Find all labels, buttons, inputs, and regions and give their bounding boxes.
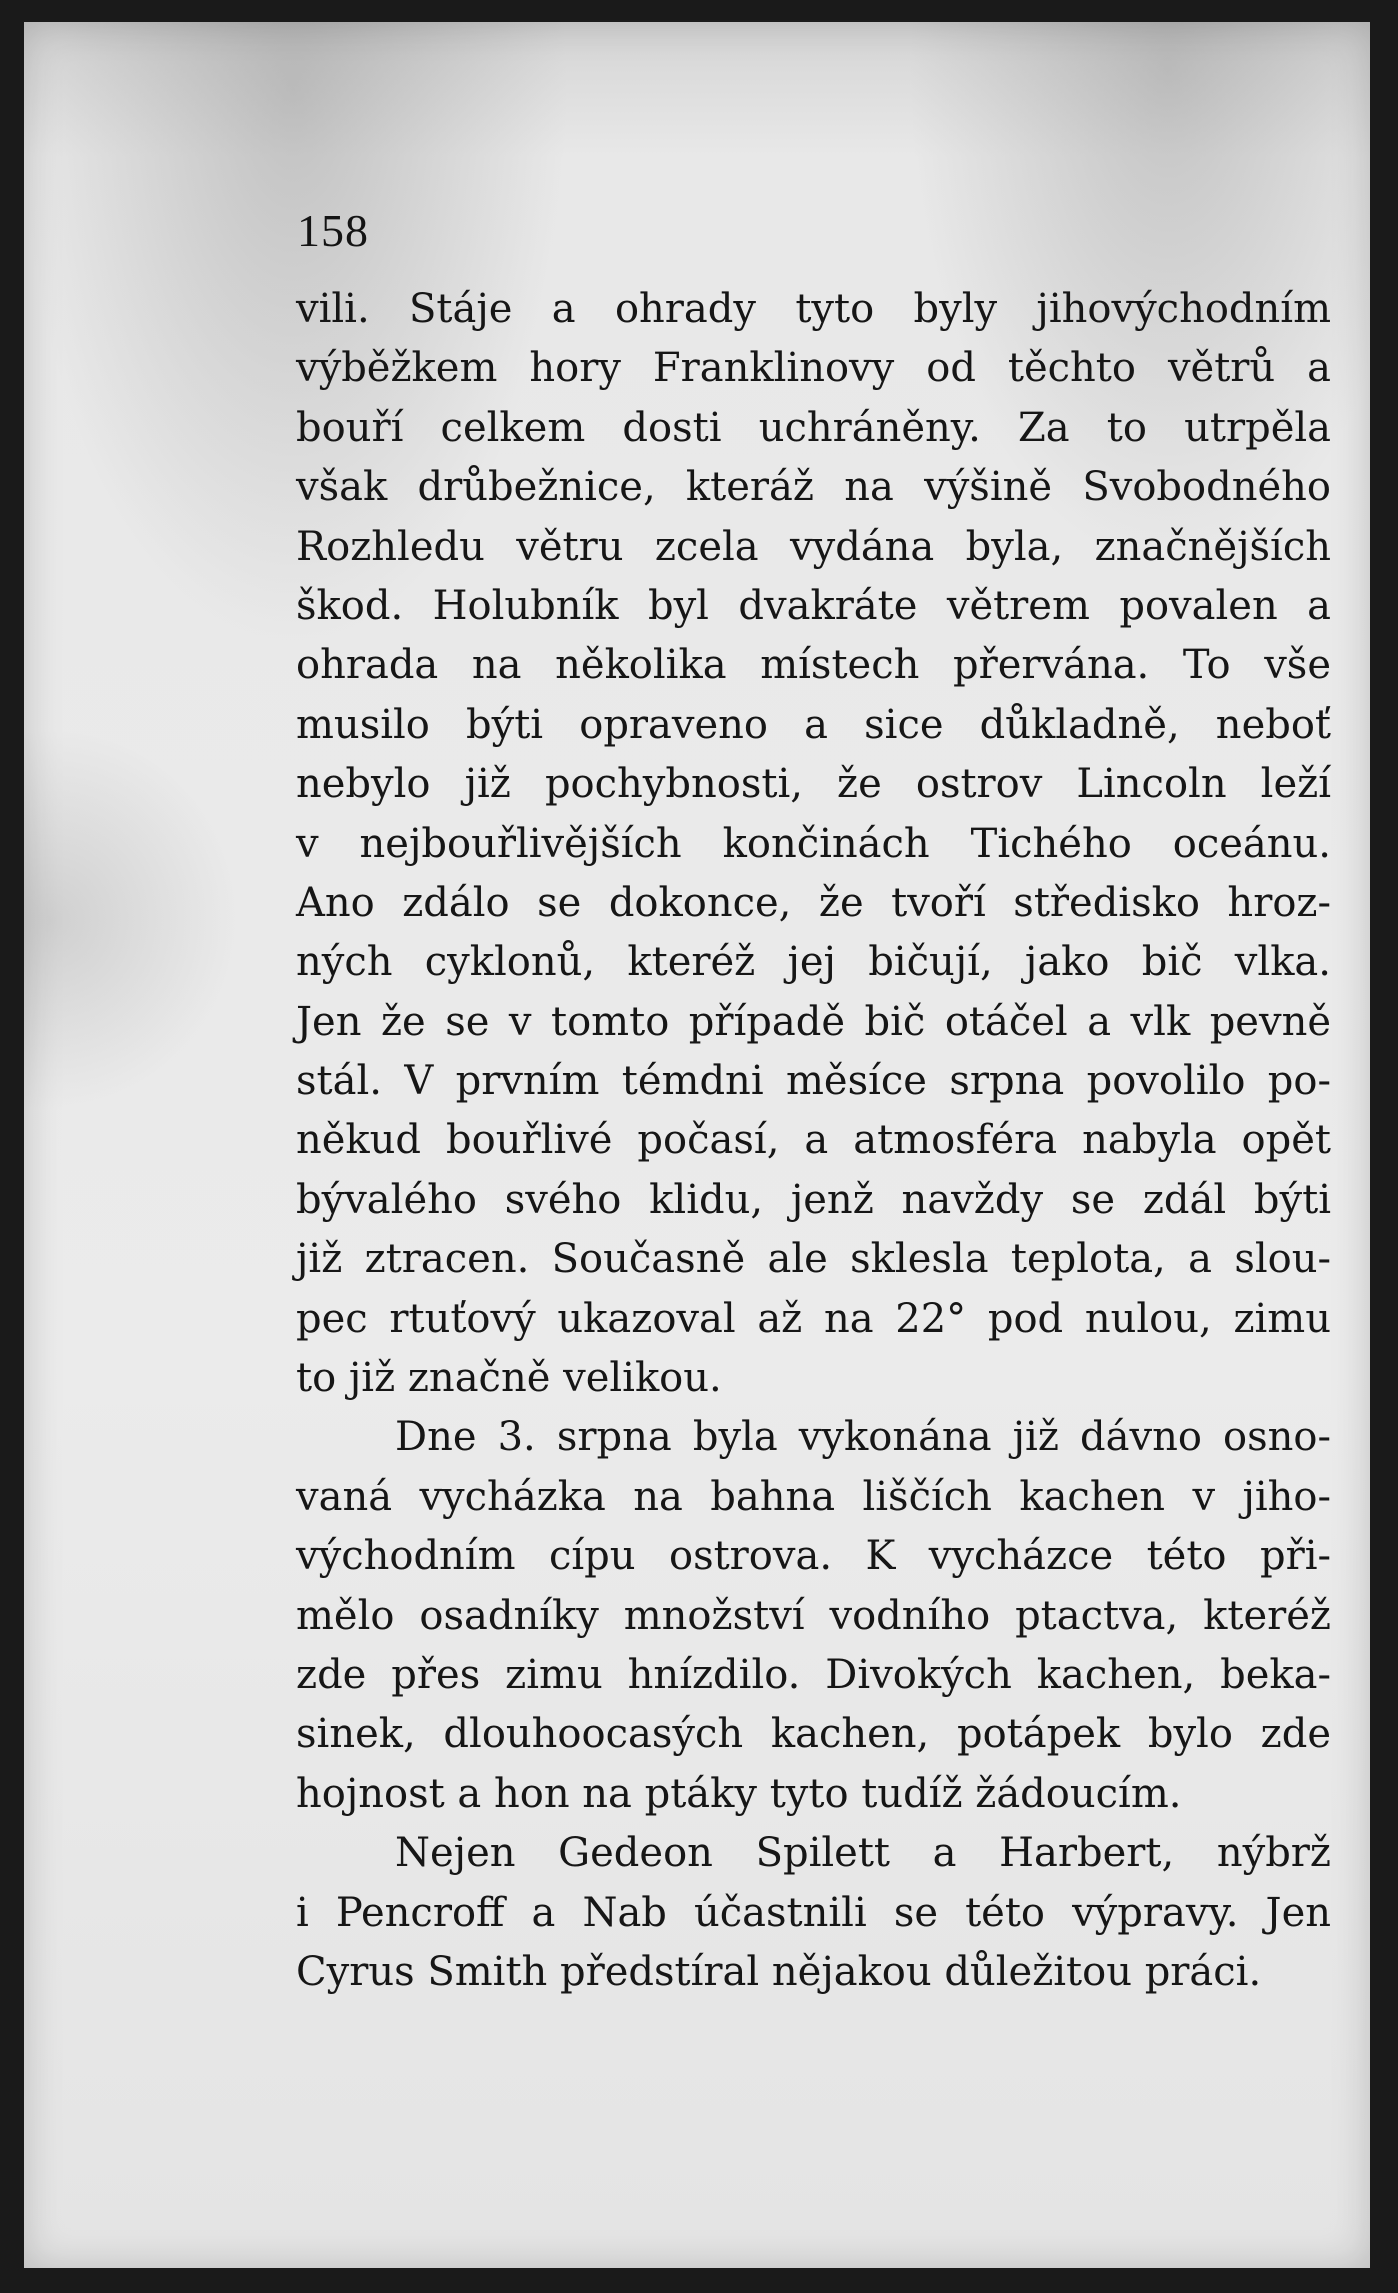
book-page bbox=[24, 22, 1370, 2268]
text-line: bouří celkem dosti uchráněny. Za to utrpěla bbox=[296, 404, 1331, 451]
text-line: Jen že se v tomto případě bič otáčel a vlk pevně bbox=[296, 998, 1331, 1045]
page-number: 158 bbox=[297, 205, 369, 256]
text-line: již ztracen. Současně ale sklesla teplota, a slou- bbox=[296, 1236, 1331, 1283]
paragraph bbox=[296, 280, 1331, 1408]
text-line: v nejbouřlivějších končinách Tichého oceánu. bbox=[296, 820, 1331, 867]
text-line: ohrada na několika místech přervána. To vše bbox=[296, 642, 1331, 689]
text-line: zde přes zimu hnízdilo. Divokých kachen, beka- bbox=[296, 1651, 1331, 1698]
text-line: výběžkem hory Franklinovy od těchto větrů a bbox=[296, 345, 1331, 392]
text-line: to již značně velikou. bbox=[296, 1355, 722, 1402]
text-line: bývalého svého klidu, jenž navždy se zdál býti bbox=[296, 1176, 1331, 1223]
text-line: sinek, dlouhoocasých kachen, potápek bylo zde bbox=[296, 1711, 1331, 1758]
text-line: Dne 3. srpna byla vykonána již dávno osno- bbox=[395, 1414, 1331, 1461]
text-line: musilo býti opraveno a sice důkladně, neboť bbox=[296, 701, 1331, 748]
text-line: nebylo již pochybnosti, že ostrov Lincoln leží bbox=[296, 761, 1331, 808]
text-line: Nejen Gedeon Spilett a Harbert, nýbrž bbox=[395, 1830, 1331, 1877]
text-line: Rozhledu větru zcela vydána byla, značnějších bbox=[296, 523, 1331, 570]
text-line: stál. V prvním témdni měsíce srpna povolilo po- bbox=[296, 1058, 1331, 1105]
text-line: vili. Stáje a ohrady tyto byly jihovýchodním bbox=[296, 286, 1331, 332]
text-line: Ano zdálo se dokonce, že tvoří středisko hroz- bbox=[296, 879, 1331, 926]
text-line: i Pencroff a Nab účastnili se této výpravy. Jen bbox=[296, 1889, 1331, 1936]
paragraph bbox=[296, 1824, 1331, 2002]
text-line: mělo osadníky množství vodního ptactva, kteréž bbox=[296, 1592, 1331, 1639]
text-line: Cyrus Smith předstíral nějakou důležitou práci. bbox=[296, 1948, 1262, 1995]
paragraph bbox=[296, 1408, 1331, 1824]
body-text bbox=[296, 280, 1331, 2002]
text-line: vaná vycházka na bahna liščích kachen v jiho- bbox=[296, 1473, 1331, 1520]
text-line: však drůbežnice, kteráž na výšině Svobodného bbox=[296, 464, 1331, 511]
text-line: pec rtuťový ukazoval až na 22° pod nulou, zimu bbox=[296, 1295, 1331, 1342]
text-line: škod. Holubník byl dvakráte větrem povalen a bbox=[296, 582, 1331, 629]
text-line: hojnost a hon na ptáky tyto tudíž žádoucím. bbox=[296, 1770, 1182, 1817]
text-line: východním cípu ostrova. K vycházce této při- bbox=[296, 1533, 1331, 1580]
text-line: ných cyklonů, kteréž jej bičují, jako bič vlka. bbox=[296, 939, 1331, 986]
text-line: někud bouřlivé počasí, a atmosféra nabyla opět bbox=[296, 1117, 1331, 1164]
